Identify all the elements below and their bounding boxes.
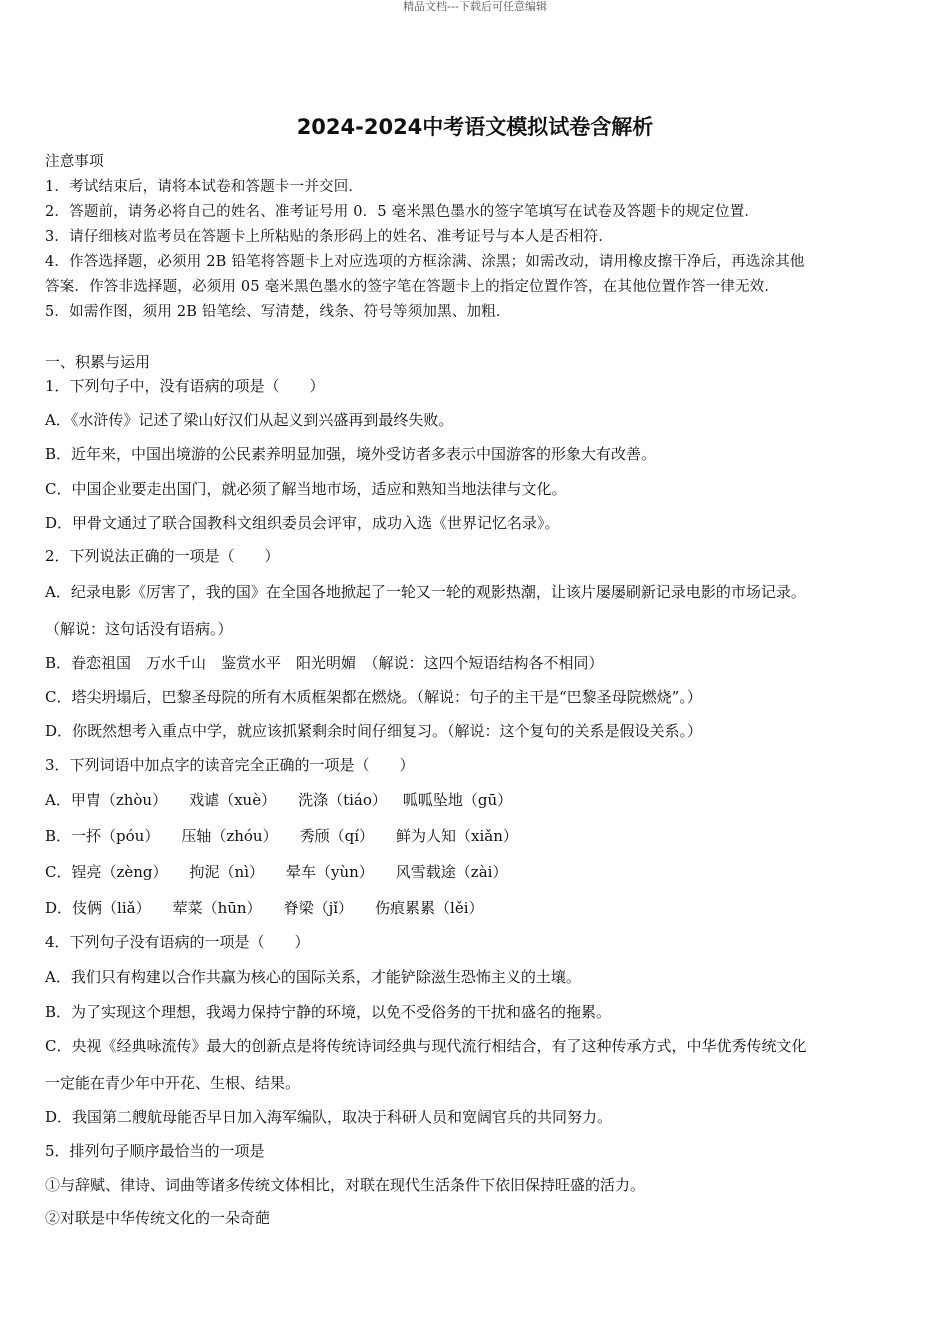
question-stem: 2．下列说法正确的一项是（ ） (45, 547, 280, 565)
option-d: D．甲骨文通过了联合国教科文组织委员会评审，成功入选《世界记忆名录》。 (45, 514, 560, 532)
option-a (45, 790, 512, 810)
option-d: D．我国第二艘航母能否早日加入海军编队，取决于科研人员和宽阔官兵的共同努力。 (45, 1108, 613, 1126)
notice-item: 答案．作答非选择题，必须用 05 毫米黑色墨水的签字笔在答题卡上的指定位置作答，在其他位置作答一律无效． (45, 279, 780, 295)
word-item: 呱呱坠地（gū） (402, 791, 513, 809)
notice-item: 4．作答选择题，必须用 2B 铅笔将答题卡上对应选项的方框涂满、涂黑；如需改动，请用橡皮擦干净后，再选涂其他 (45, 254, 805, 270)
notice-item: 3．请仔细核对监考员在答题卡上所粘贴的条形码上的姓名、准考证号与本人是否相符． (45, 229, 614, 245)
option-d (45, 898, 484, 918)
page-header: 精品文档---下载后可任意编辑 (403, 0, 547, 13)
option-a: A．我们只有构建以合作共赢为核心的国际关系，才能铲除滋生恐怖主义的土壤。 (45, 968, 581, 986)
notice-item: 1．考试结束后，请将本试卷和答题卡一并交回． (45, 179, 364, 195)
word-item: A．甲胄（zhòu） (45, 791, 168, 809)
option-a: A．纪录电影《厉害了，我的国》在全国各地掀起了一轮又一轮的观影热潮，让该片屡屡刷新记录电影的市场记录。 (45, 583, 806, 601)
word-item: 拘泥（nì） (189, 863, 264, 881)
option-c: C．塔尖坍塌后，巴黎圣母院的所有木质框架都在燃烧。（解说：句子的主干是“巴黎圣母院燃烧”。） (45, 688, 702, 706)
option-c (45, 862, 507, 882)
option-b: B．为了实现这个理想，我竭力保持宁静的环境，以免不受俗务的干扰和盛名的拖累。 (45, 1003, 612, 1021)
option-b: B．眷恋祖国 万水千山 鉴赏水平 阳光明媚 （解说：这四个短语结构各不相同） (45, 654, 604, 672)
word-item: 脊梁（jǐ） (283, 899, 354, 917)
notice-item: 2．答题前，请务必将自己的姓名、准考证号用 0．5 毫米黑色墨水的签字笔填写在试卷及答题卡的规定位置． (45, 204, 760, 220)
section-heading: 一、积累与运用 (45, 353, 151, 371)
word-item: 风雪载途（zài） (395, 863, 508, 881)
word-item: 荤菜（hūn） (172, 899, 262, 917)
option-c-continued: 一定能在青少年中开花、生根、结果。 (45, 1074, 301, 1092)
option-note: （解说：这句话没有语病。） (45, 620, 233, 638)
word-item: 戏谑（xuè） (189, 791, 277, 809)
word-item: D．伎俩（liǎ） (45, 899, 151, 917)
question-stem: 3．下列词语中加点字的读音完全正确的一项是（ ） (45, 756, 415, 774)
option-b (45, 826, 518, 846)
word-item: C．锃亮（zèng） (45, 863, 168, 881)
option-a: A．《水浒传》记述了梁山好汉们从起义到兴盛再到最终失败。 (45, 411, 454, 429)
page-title: 2024-2024中考语文模拟试卷含解析 (296, 115, 654, 139)
word-item: 压轴（zhóu） (181, 827, 278, 845)
notice-heading: 注意事项 (45, 154, 104, 170)
word-item: B．一抔（póu） (45, 827, 160, 845)
option-c: C．中国企业要走出国门，就必须了解当地市场，适应和熟知当地法律与文化。 (45, 480, 567, 498)
question-stem: 5．排列句子顺序最恰当的一项是 (45, 1142, 265, 1160)
word-item: 晕车（yùn） (286, 863, 374, 881)
option-d: D．你既然想考入重点中学，就应该抓紧剩余时间仔细复习。（解说：这个复句的关系是假设关系。） (45, 722, 703, 740)
word-item: 洗涤（tiáo） (298, 791, 387, 809)
sentence-1: ①与辞赋、律诗、词曲等诸多传统文体相比，对联在现代生活条件下依旧保持旺盛的活力。 (45, 1176, 646, 1194)
sentence-2: ②对联是中华传统文化的一朵奇葩 (45, 1209, 271, 1227)
option-c: C．央视《经典咏流传》最大的创新点是将传统诗词经典与现代流行相结合，有了这种传承方式，中华优秀传统文化 (45, 1037, 807, 1055)
word-item: 秀颀（qí） (299, 827, 374, 845)
word-item: 伤痕累累（lěi） (375, 899, 484, 917)
question-stem: 4．下列句子没有语病的一项是（ ） (45, 933, 310, 951)
question-stem: 1．下列句子中，没有语病的项是（ ） (45, 377, 325, 395)
option-b: B．近年来，中国出境游的公民素养明显加强，境外受访者多表示中国游客的形象大有改善。 (45, 445, 657, 463)
notice-item: 5．如需作图，须用 2B 铅笔绘、写清楚，线条、符号等须加黑、加粗． (45, 304, 511, 320)
word-item: 鲜为人知（xiǎn） (396, 827, 518, 845)
